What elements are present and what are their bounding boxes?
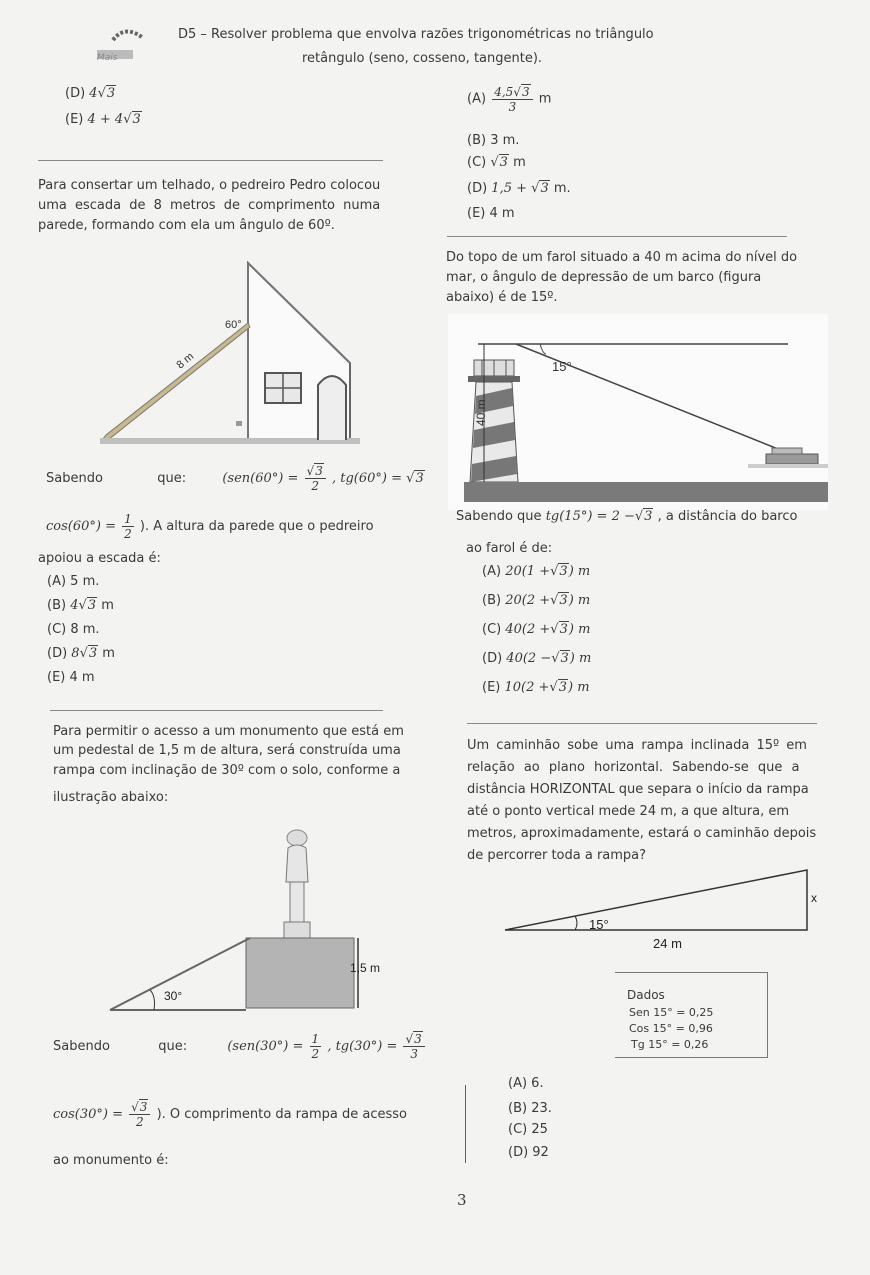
column-divider	[465, 1085, 466, 1163]
lighthouse-height-label: 40 m	[474, 399, 488, 426]
prev-right-option-a: (A) $\frac{4,5√3}{3}$ m	[467, 85, 552, 114]
lighthouse-option-a: (A) 20(1 +√3) m	[482, 564, 591, 579]
header-subtitle: retângulo (seno, cosseno, tangente).	[302, 51, 543, 66]
ramp-text-line4: ilustração abaixo:	[53, 790, 169, 805]
ramp-height-label: 1,5 m	[350, 961, 381, 975]
truck-text-line4: até o ponto vertical mede 24 m, a que altura, em	[467, 804, 790, 819]
page-number: 3	[457, 1191, 467, 1209]
dados-title: Dados	[627, 988, 665, 1002]
divider	[467, 723, 817, 724]
lighthouse-text-line1: Do topo de um farol situado a 40 m acima do nível do	[446, 250, 798, 265]
dados-sen: Sen 15° = 0,25	[629, 1006, 714, 1019]
divider	[50, 710, 383, 711]
ladder-length-label: 8 m	[174, 350, 197, 372]
lighthouse-text-line2: mar, o ângulo de depressão de um barco (figura	[446, 270, 762, 285]
ladder-question-end: apoiou a escada é:	[38, 551, 161, 566]
truck-base-label: 24 m	[653, 936, 682, 951]
ladder-given: Sabendo que: (sen(60°) = $\frac{√3}{2}$ , tg(60°) = √3	[46, 464, 424, 493]
truck-option-a: (A) 6.	[508, 1076, 544, 1091]
prev-option-d: (D) 4√3	[65, 86, 116, 101]
lighthouse-option-e: (E) 10(2 +√3) m	[482, 680, 590, 695]
ladder-option-e: (E) 4 m	[47, 670, 95, 685]
truck-text-line6: de percorrer toda a rampa?	[467, 848, 647, 863]
dados-cos: Cos 15° = 0,96	[629, 1022, 713, 1035]
prev-right-option-c: (C) √3 m	[467, 155, 526, 170]
truck-text-line3: distância HORIZONTAL que separa o início da rampa	[467, 782, 809, 797]
monument-ramp-figure	[110, 820, 410, 1020]
prev-right-option-b: (B) 3 m.	[467, 133, 520, 148]
truck-option-d: (D) 92	[508, 1145, 549, 1160]
ramp-text-line1: Para permitir o acesso a um monumento que está em	[53, 724, 404, 739]
truck-text-line5: metros, aproximadamente, estará o caminhão depois	[467, 826, 817, 841]
lighthouse-text-line3: abaixo) é de 15º.	[446, 290, 558, 305]
lighthouse-option-c: (C) 40(2 +√3) m	[482, 622, 591, 637]
ladder-option-c: (C) 8 m.	[47, 622, 100, 637]
logo-text: Mais	[97, 53, 118, 63]
lighthouse-question-end: ao farol é de:	[466, 541, 553, 556]
dados-box	[615, 972, 768, 1058]
lighthouse-given: Sabendo que tg(15°) = 2 −√3 , a distância do barco	[456, 509, 798, 524]
divider	[38, 160, 383, 161]
truck-angle-label: 15°	[589, 917, 609, 932]
ladder-option-b: (B) 4√3 m	[47, 598, 114, 613]
ramp-angle-label: 30°	[164, 989, 183, 1003]
ramp-text-line3: rampa com inclinação de 30º com o solo, conforme a	[53, 763, 401, 778]
ramp-text-line2: um pedestal de 1,5 m de altura, será construída uma	[53, 743, 401, 758]
ladder-text-line1: Para consertar um telhado, o pedreiro Pedro colocou	[38, 178, 381, 193]
header-title: D5 – Resolver problema que envolva razões trigonométricas no triângulo	[178, 27, 654, 42]
ladder-option-a: (A) 5 m.	[47, 574, 100, 589]
truck-option-c: (C) 25	[508, 1122, 548, 1137]
lighthouse-angle-label: 15°	[552, 359, 572, 374]
ladder-text-line2: uma escada de 8 metros de comprimento numa	[38, 198, 381, 213]
prev-right-option-d: (D) 1,5 + √3 m.	[467, 181, 571, 196]
ramp-given: Sabendo que: (sen(30°) = $\frac{1}{2}$ , tg(30°) = $\frac{√3}{3}$	[53, 1032, 427, 1061]
lighthouse-option-b: (B) 20(2 +√3) m	[482, 593, 591, 608]
ladder-cos: cos(60°) = $\frac{1}{2}$ ). A altura da parede que o pedreiro	[46, 512, 374, 541]
lighthouse-option-d: (D) 40(2 −√3) m	[482, 651, 592, 666]
divider	[447, 236, 787, 237]
ladder-angle-label: 60°	[225, 319, 242, 331]
truck-option-b: (B) 23.	[508, 1101, 552, 1116]
prev-right-option-e: (E) 4 m	[467, 206, 515, 221]
house-ladder-figure	[100, 255, 360, 445]
dados-tg: Tg 15° = 0,26	[631, 1038, 709, 1051]
prev-option-e: (E) 4 + 4√3	[65, 112, 141, 127]
ramp-cos: cos(30°) = $\frac{√3}{2}$ ). O comprimento da rampa de acesso	[53, 1100, 408, 1129]
truck-text-line2: relação ao plano horizontal. Sabendo-se que a	[467, 760, 800, 775]
ramp-question-end: ao monumento é:	[53, 1153, 169, 1168]
truck-text-line1: Um caminhão sobe uma rampa inclinada 15º em	[467, 738, 807, 753]
ladder-option-d: (D) 8√3 m	[47, 646, 115, 661]
truck-ramp-figure	[505, 868, 825, 958]
lighthouse-figure	[448, 314, 828, 510]
truck-x-label: x	[811, 891, 817, 905]
ladder-text-line3: parede, formando com ela um ângulo de 60º.	[38, 218, 335, 233]
